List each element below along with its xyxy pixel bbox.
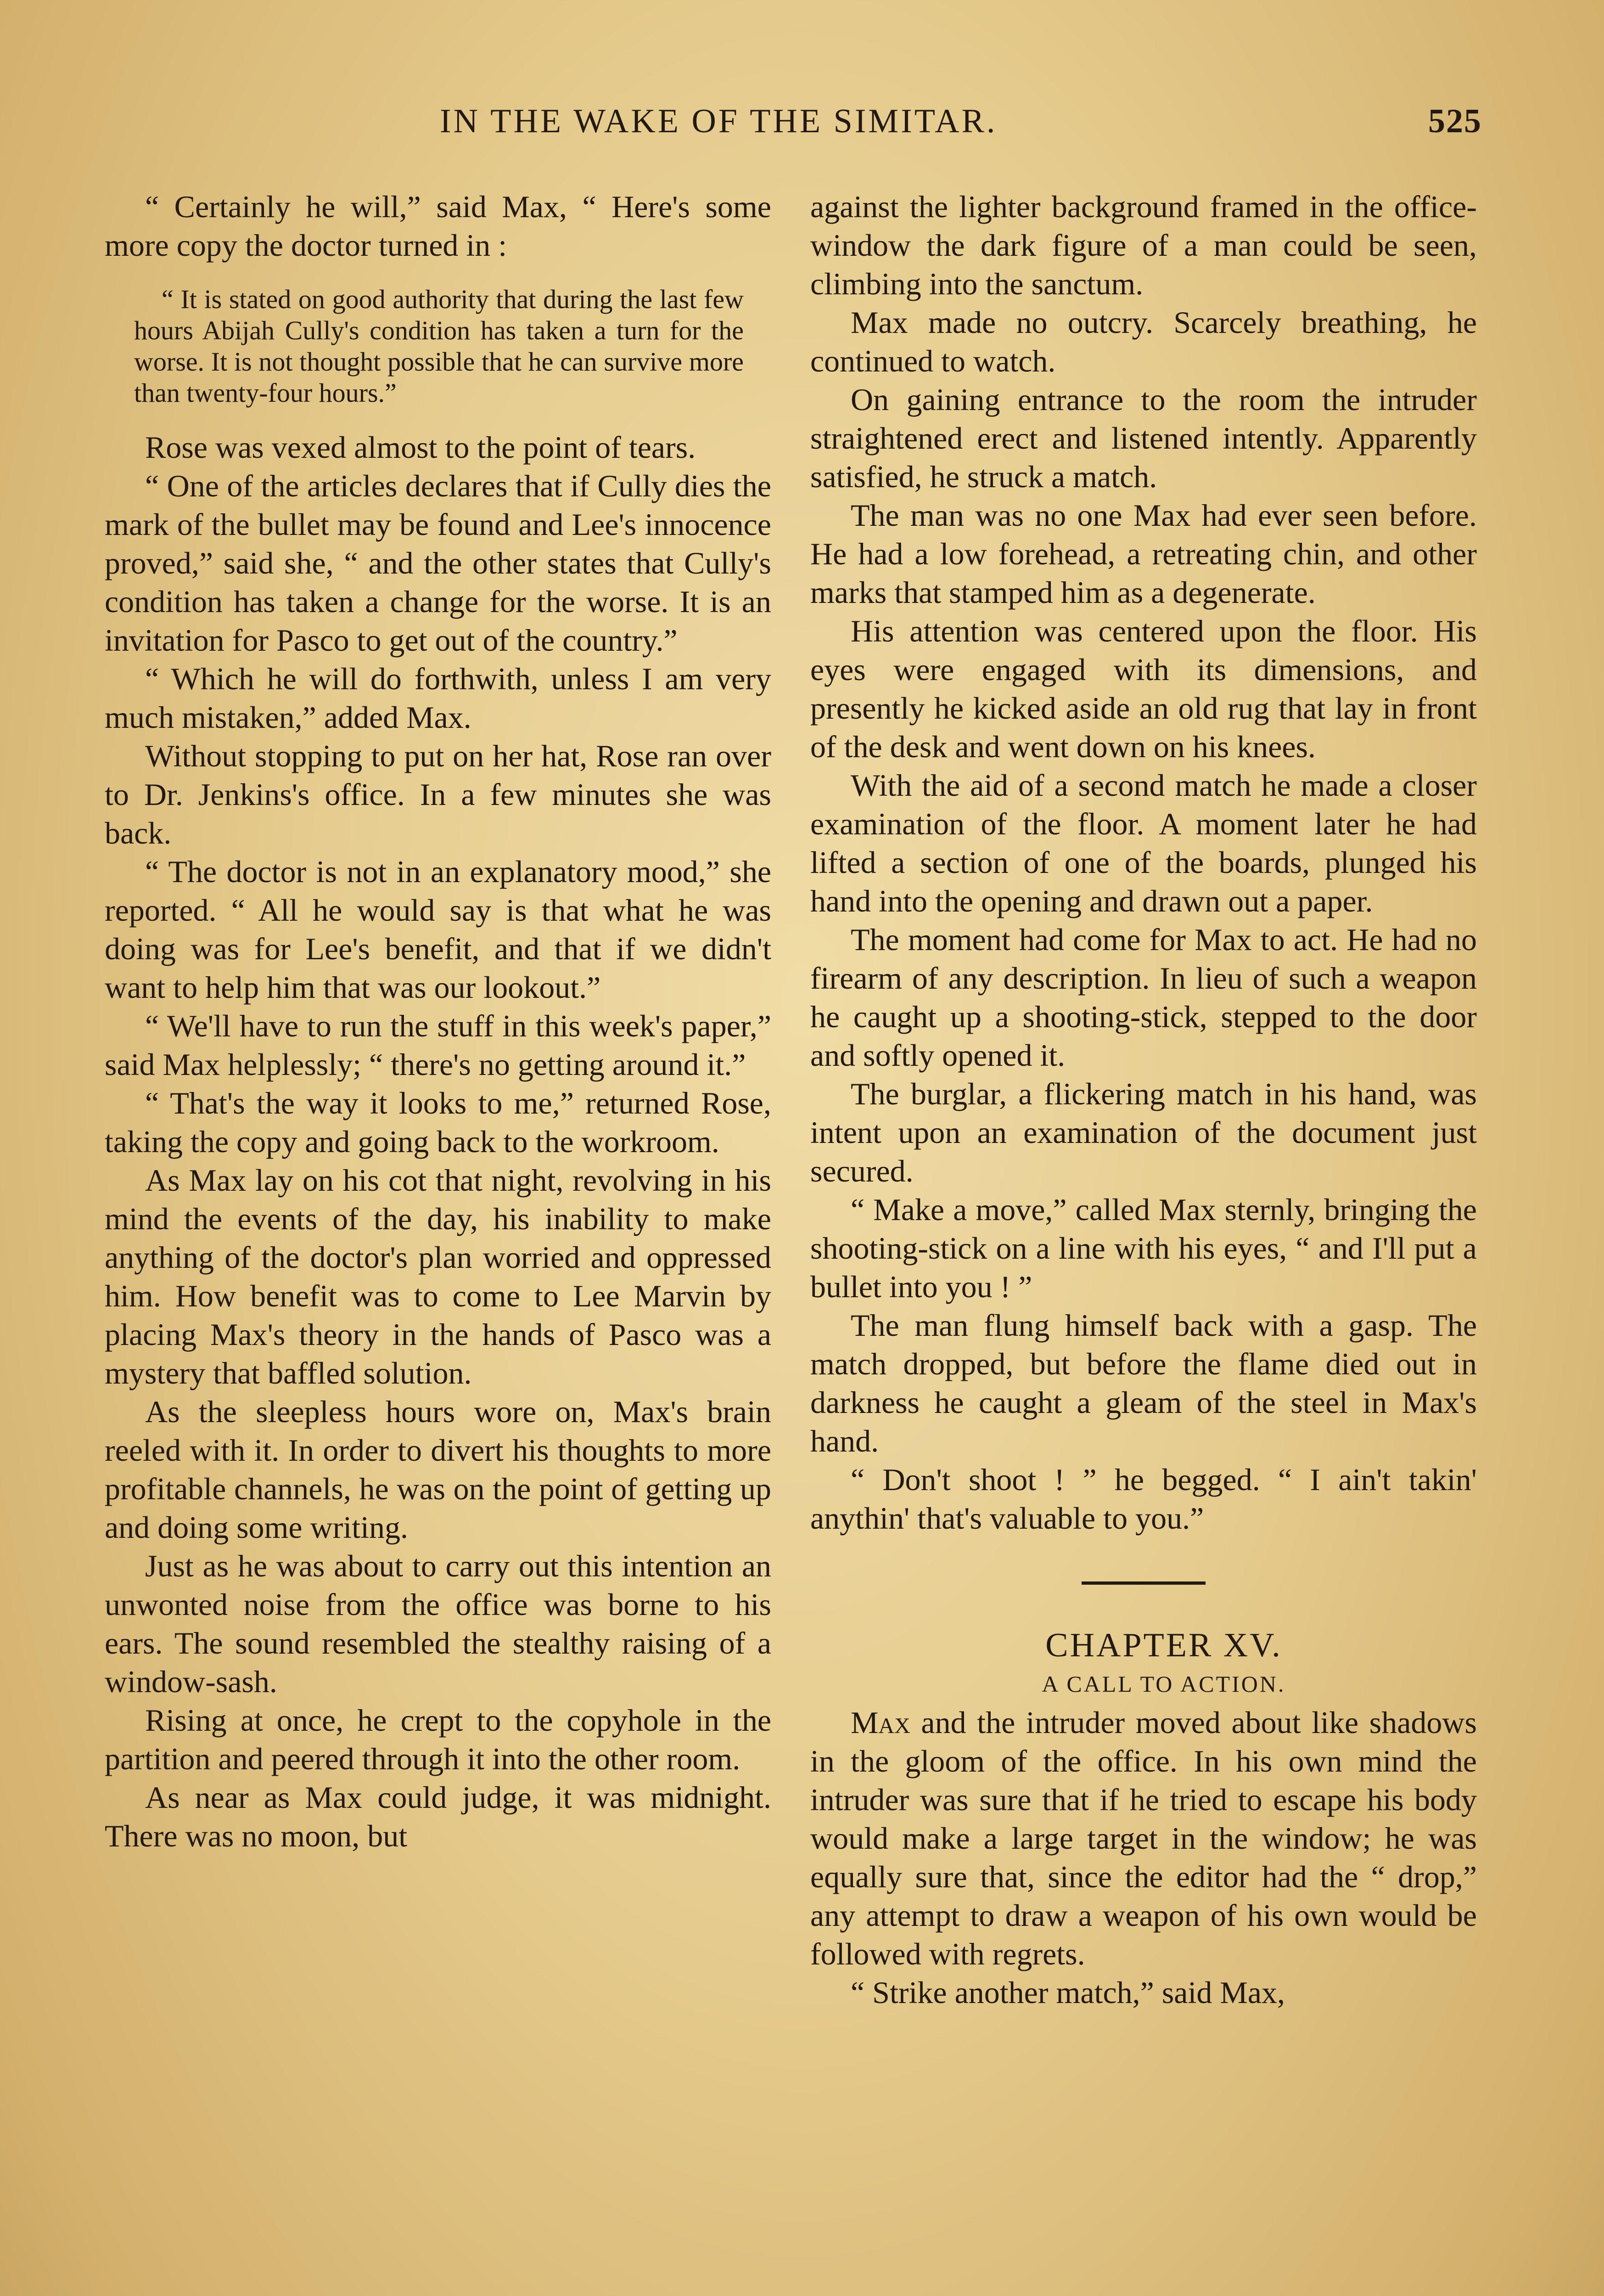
paragraph: “ Which he will do forthwith, unless I am very much mistaken,” added Max. bbox=[105, 661, 771, 735]
paragraph: “ We'll have to run the stuff in this week's paper,” said Max helplessly; “ there's no getting around it.” bbox=[105, 1008, 771, 1082]
chapter-first-paragraph-text: and the intruder moved about like shadows in the gloom of the office. In his own mind the intruder was sure that if he tried to escape his body would make a large target in the window; he was equally sure that, since the editor had the “ drop,” any attempt to draw a weapon of his own would be followed with regrets. bbox=[810, 1705, 1477, 1971]
paragraph: “ Strike another match,” said Max, bbox=[851, 1975, 1285, 2010]
paragraph: As the sleepless hours wore on, Max's brain reeled with it. In order to divert his thoughts to more profitable channels, he was on the point of getting up and doing some writing. bbox=[105, 1394, 771, 1545]
paragraph: Just as he was about to carry out this intention an unwonted noise from the office was borne to his ears. The sound resembled the stealthy raising of a window-sash. bbox=[105, 1548, 771, 1699]
paragraph: “ Certainly he will,” said Max, “ Here's some more copy the doctor turned in : bbox=[105, 189, 771, 263]
paragraph: Without stopping to put on her hat, Rose ran over to Dr. Jenkins's office. In a few minutes she was back. bbox=[105, 738, 771, 850]
paragraph: As Max lay on his cot that night, revolving in his mind the events of the day, his inability to make anything of the doctor's plan worried and oppressed him. How benefit was to come to Lee Marvin by placing Max's theory in the hands of Pasco was a mystery that baffled solution. bbox=[105, 1163, 771, 1390]
paragraph: “ That's the way it looks to me,” returned Rose, taking the copy and going back to the workroom. bbox=[105, 1086, 771, 1159]
paragraph: “ The doctor is not in an explanatory mood,” she reported. “ All he would say is that what he was doing was for Lee's benefit, and that if we didn't want to help him that was our lookout.” bbox=[105, 854, 771, 1005]
chapter-subtitle: A CALL TO ACTION. bbox=[1042, 1671, 1286, 1697]
paragraph: The burglar, a flickering match in his hand, was intent upon an examination of the document just secured. bbox=[810, 1076, 1477, 1188]
paragraph: “ Don't shoot ! ” he begged. “ I ain't takin' anythin' that's valuable to you.” bbox=[810, 1462, 1477, 1536]
quoted-copy: “ It is stated on good authority that during the last few hours Abijah Cully's condition has taken a turn for the worse. It is not thought possible that he can survive more than twenty-four hours.” bbox=[134, 284, 744, 408]
paragraph: On gaining entrance to the room the intruder straightened erect and listened intently. Apparently satisfied, he struck a match. bbox=[810, 382, 1477, 494]
paragraph: The man was no one Max had ever seen before. He had a low forehead, a retreating chin, and other marks that stamped him as a degenerate. bbox=[810, 498, 1477, 610]
paragraph: “ One of the articles declares that if Cully dies the mark of the bullet may be found and Lee's innocence proved,” said she, “ and the other states that Cully's condition has taken a change for the worse. It is an invitation for Pasco to get out of the country.” bbox=[105, 468, 771, 658]
chapter-first-word: Max bbox=[851, 1705, 910, 1740]
running-title: IN THE WAKE OF THE SIMITAR. bbox=[440, 102, 998, 140]
running-header bbox=[105, 102, 1482, 152]
paragraph: Rose was vexed almost to the point of tears. bbox=[145, 430, 696, 465]
paragraph: The moment had come for Max to act. He had no firearm of any description. In lieu of such a weapon he caught up a shooting-stick, stepped to the door and softly opened it. bbox=[810, 922, 1477, 1073]
section-divider bbox=[1082, 1581, 1206, 1585]
paragraph: “ Make a move,” called Max sternly, bringing the shooting-stick on a line with his eyes, “ and I'll put a bullet into you ! ” bbox=[810, 1192, 1477, 1304]
left-column bbox=[105, 187, 771, 2296]
page-number: 525 bbox=[1428, 102, 1482, 140]
right-column bbox=[810, 187, 1477, 2296]
chapter-heading: CHAPTER XV. bbox=[1045, 1626, 1282, 1664]
paragraph: Rising at once, he crept to the copyhole in the partition and peered through it into the other room. bbox=[105, 1703, 771, 1776]
paragraph: With the aid of a second match he made a closer examination of the floor. A moment later he had lifted a section of one of the boards, plunged his hand into the opening and drawn out a paper. bbox=[810, 768, 1477, 918]
paragraph: His attention was centered upon the floor. His eyes were engaged with its dimensions, and presently he kicked aside an old rug that lay in front of the desk and went down on his knees. bbox=[810, 613, 1477, 764]
paragraph: against the lighter background framed in the office-window the dark figure of a man could be seen, climbing into the sanctum. bbox=[810, 189, 1477, 301]
paragraph: The man flung himself back with a gasp. The match dropped, but before the flame died out in darkness he caught a gleam of the steel in Max's hand. bbox=[810, 1308, 1477, 1458]
paragraph bbox=[810, 1703, 1477, 1973]
paragraph: As near as Max could judge, it was midnight. There was no moon, but bbox=[105, 1780, 771, 1853]
paragraph: Max made no outcry. Scarcely breathing, he continued to watch. bbox=[810, 305, 1477, 378]
